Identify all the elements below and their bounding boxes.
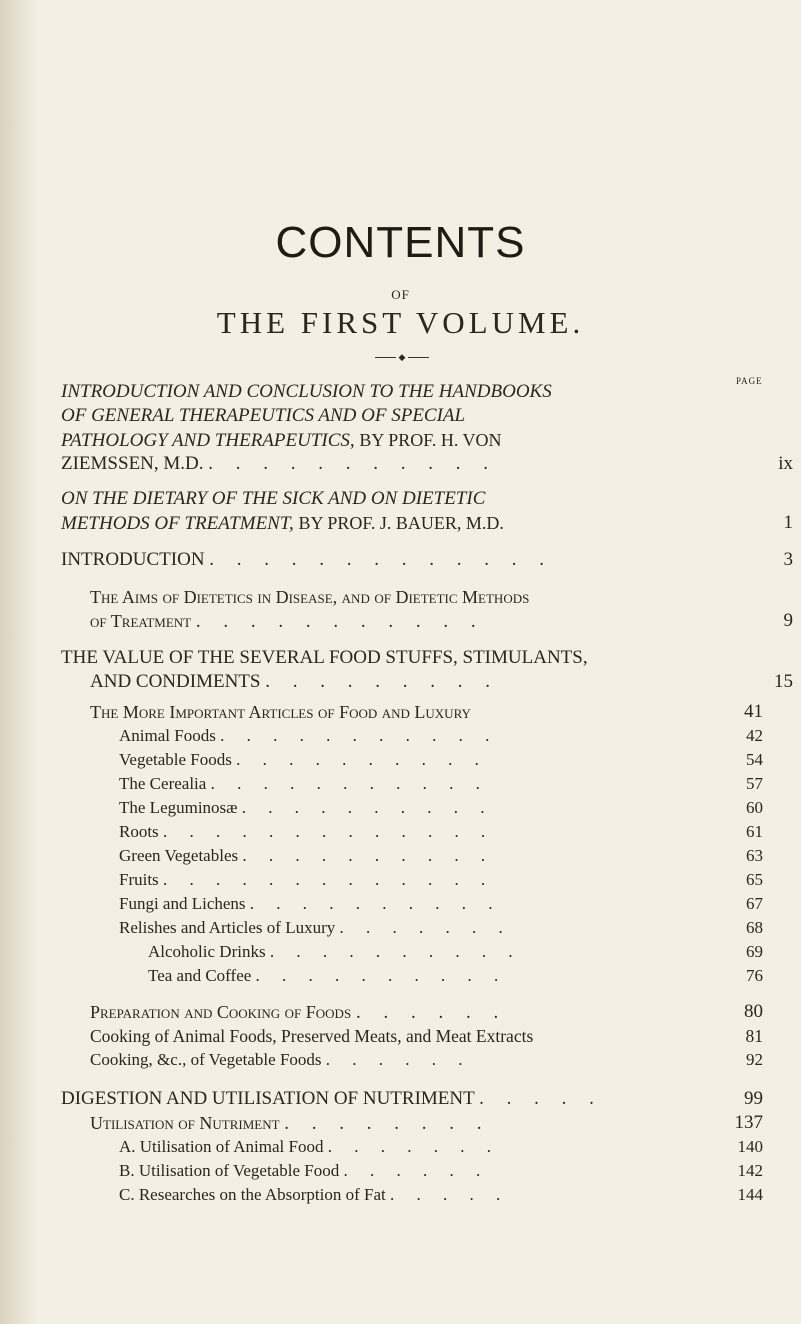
page-number: 80	[744, 1001, 763, 1022]
page-number: 137	[734, 1112, 763, 1133]
entry-title: Roots	[119, 822, 159, 841]
entry-title-line: ON THE DIETARY OF THE SICK AND ON DIETETIC	[61, 488, 486, 509]
leader-dots: . . . . . .	[355, 1002, 508, 1023]
entry-title: Vegetable Foods	[119, 750, 232, 769]
toc-entry-utilisation-animal[interactable]	[119, 1135, 801, 1159]
page-number: 142	[737, 1161, 763, 1180]
toc-entry-aims[interactable]	[90, 585, 801, 610]
contents-title: CONTENTS	[275, 218, 526, 267]
page-number: 67	[746, 894, 763, 913]
leader-dots: . . . . . .	[343, 1161, 490, 1180]
entry-title-line: INTRODUCTION AND CONCLUSION TO THE HANDBOOKS	[61, 381, 552, 402]
entry-title-line: THE VALUE OF THE SEVERAL FOOD STUFFS, STIMULANTS,	[61, 647, 588, 668]
leader-dots: . . . . . . . . . . .	[208, 453, 498, 474]
leader-dots: . . . . . . .	[327, 1137, 500, 1156]
page-number: 1	[783, 512, 793, 533]
leader-dots: . . . . . .	[325, 1050, 472, 1069]
toc-entry-line	[61, 511, 801, 536]
entry-title: C. Researches on the Absorption of Fat	[119, 1185, 386, 1204]
entry-author-name: ZIEMSSEN, M.D.	[61, 453, 204, 474]
entry-title: INTRODUCTION	[61, 549, 205, 570]
entry-title: Animal Foods	[119, 726, 216, 745]
volume-subtitle: THE FIRST VOLUME.	[216, 305, 585, 340]
leader-dots: . . . . . . . . .	[265, 671, 499, 692]
page-number: 140	[737, 1137, 763, 1156]
leader-dots: . . . . .	[390, 1185, 510, 1204]
toc-entry-value-food-stuffs[interactable]	[61, 646, 801, 670]
leader-dots: . . . . . . . . . . .	[220, 726, 499, 745]
toc-entry-relishes[interactable]	[119, 916, 801, 940]
page-number: 69	[746, 942, 763, 961]
leader-dots: . . . . .	[479, 1088, 603, 1109]
toc-entry-preparation-cooking[interactable]	[90, 1000, 801, 1025]
entry-title: Alcoholic Drinks	[148, 942, 266, 961]
leader-dots: . . . . . . . . . .	[242, 846, 495, 865]
toc-entry-alcoholic-drinks[interactable]	[148, 940, 801, 964]
toc-entry-line	[90, 609, 801, 634]
toc-entry-cerealia[interactable]	[119, 772, 801, 796]
page-number: 61	[746, 822, 763, 841]
toc-entry-green-vegetables[interactable]	[119, 844, 801, 868]
toc-entry-introduction[interactable]	[61, 548, 801, 572]
toc-entry-animal-foods[interactable]	[119, 724, 801, 748]
toc-entry-important-articles[interactable]	[90, 700, 801, 725]
entry-title: Preparation and Cooking of Foods	[90, 1002, 352, 1022]
toc-entry-dietary[interactable]	[61, 487, 801, 511]
entry-title: The More Important Articles of Food and Luxury	[90, 702, 471, 722]
toc-entry-vegetable-foods[interactable]	[119, 748, 801, 772]
leader-dots: . . . . . . . . . . . . .	[209, 549, 554, 570]
leader-dots: . . . . . . . . . .	[255, 966, 508, 985]
entry-title: DIGESTION AND UTILISATION OF NUTRIMENT	[61, 1088, 475, 1109]
page-number: 65	[746, 870, 763, 889]
toc-entry-roots[interactable]	[119, 820, 801, 844]
entry-title: A. Utilisation of Animal Food	[119, 1137, 324, 1156]
toc-entry-line	[61, 404, 801, 428]
entry-title-line: of Treatment	[90, 611, 192, 631]
page-number: 81	[745, 1026, 763, 1046]
entry-title-line: The Aims of Dietetics in Disease, and of Dietetic Methods	[90, 587, 530, 607]
page-number: 63	[746, 846, 763, 865]
diamond-ornament-icon: ◆	[396, 352, 408, 362]
leader-dots: . . . . . . . . . . . . .	[162, 870, 495, 889]
leader-dots: . . . . . . . . . .	[249, 894, 502, 913]
toc-entry-fungi[interactable]	[119, 892, 801, 916]
entry-title: Cooking, &c., of Vegetable Foods	[90, 1050, 322, 1069]
entry-title: B. Utilisation of Vegetable Food	[119, 1161, 340, 1180]
leader-dots: . . . . . . . . . .	[269, 942, 522, 961]
toc-entry-utilisation[interactable]	[90, 1111, 801, 1136]
leader-dots: . . . . . . . . . .	[236, 750, 488, 769]
entry-title: Green Vegetables	[119, 846, 239, 865]
page-number: 9	[783, 610, 793, 631]
leader-dots: . . . . . . . .	[284, 1113, 491, 1134]
page-number: 99	[744, 1088, 763, 1109]
page-number: 68	[746, 918, 763, 937]
toc-entry-cooking-vegetable-foods[interactable]	[90, 1048, 801, 1072]
toc-entry-line	[90, 670, 801, 694]
page-column-label: PAGE	[736, 376, 763, 386]
entry-title: Relishes and Articles of Luxury	[119, 918, 336, 937]
toc-entry-absorption-fat[interactable]	[119, 1183, 801, 1207]
leader-dots: . . . . . . . . . . .	[195, 611, 485, 632]
entry-title: Tea and Coffee	[148, 966, 252, 985]
entry-title-line: METHODS OF TREATMENT,	[61, 513, 294, 534]
page-number: 3	[783, 549, 793, 570]
toc-entry-cooking-animal-foods[interactable]	[90, 1024, 801, 1048]
leader-dots: . . . . . . . . . . . . .	[162, 822, 495, 841]
page-number: 15	[774, 671, 793, 692]
toc-entry-utilisation-vegetable[interactable]	[119, 1159, 801, 1183]
entry-title: The Cerealia	[119, 774, 207, 793]
entry-title: The Leguminosæ	[119, 798, 238, 817]
page-edge-shadow	[0, 0, 38, 1324]
page-number: 76	[746, 966, 763, 985]
entry-title-line: OF GENERAL THERAPEUTICS AND OF SPECIAL	[61, 405, 466, 426]
leader-dots: . . . . . . .	[339, 918, 512, 937]
entry-author: BY PROF. H. VON	[359, 430, 502, 450]
page-number: 92	[746, 1050, 763, 1069]
entry-title: Cooking of Animal Foods, Preserved Meats, and Meat Extracts	[90, 1026, 534, 1046]
leader-dots: . . . . . . . . . . .	[210, 774, 489, 793]
toc-entry-introduction-conclusion[interactable]	[61, 380, 801, 404]
toc-entry-line	[61, 452, 801, 476]
page-number: 144	[737, 1185, 763, 1204]
entry-title: Utilisation of Nutriment	[90, 1113, 280, 1133]
page-number: 54	[746, 750, 763, 769]
toc-entry-line	[61, 428, 801, 453]
toc-entry-leguminosae[interactable]	[119, 796, 801, 820]
page-number: 57	[746, 774, 763, 793]
page-number: ix	[778, 453, 793, 474]
entry-title-line: AND CONDIMENTS	[90, 671, 261, 692]
toc-entry-fruits[interactable]	[119, 868, 801, 892]
leader-dots: . . . . . . . . . .	[241, 798, 494, 817]
entry-author: BY PROF. J. BAUER, M.D.	[298, 513, 504, 533]
of-subtitle: OF	[391, 287, 410, 302]
toc-entry-digestion[interactable]	[61, 1087, 801, 1111]
toc-entry-tea-coffee[interactable]	[148, 964, 801, 988]
page-number: 42	[746, 726, 763, 745]
page-number: 60	[746, 798, 763, 817]
entry-title: Fungi and Lichens	[119, 894, 246, 913]
entry-title: Fruits	[119, 870, 159, 889]
page-number: 41	[744, 701, 763, 722]
entry-title-line: PATHOLOGY AND THERAPEUTICS,	[61, 430, 355, 451]
